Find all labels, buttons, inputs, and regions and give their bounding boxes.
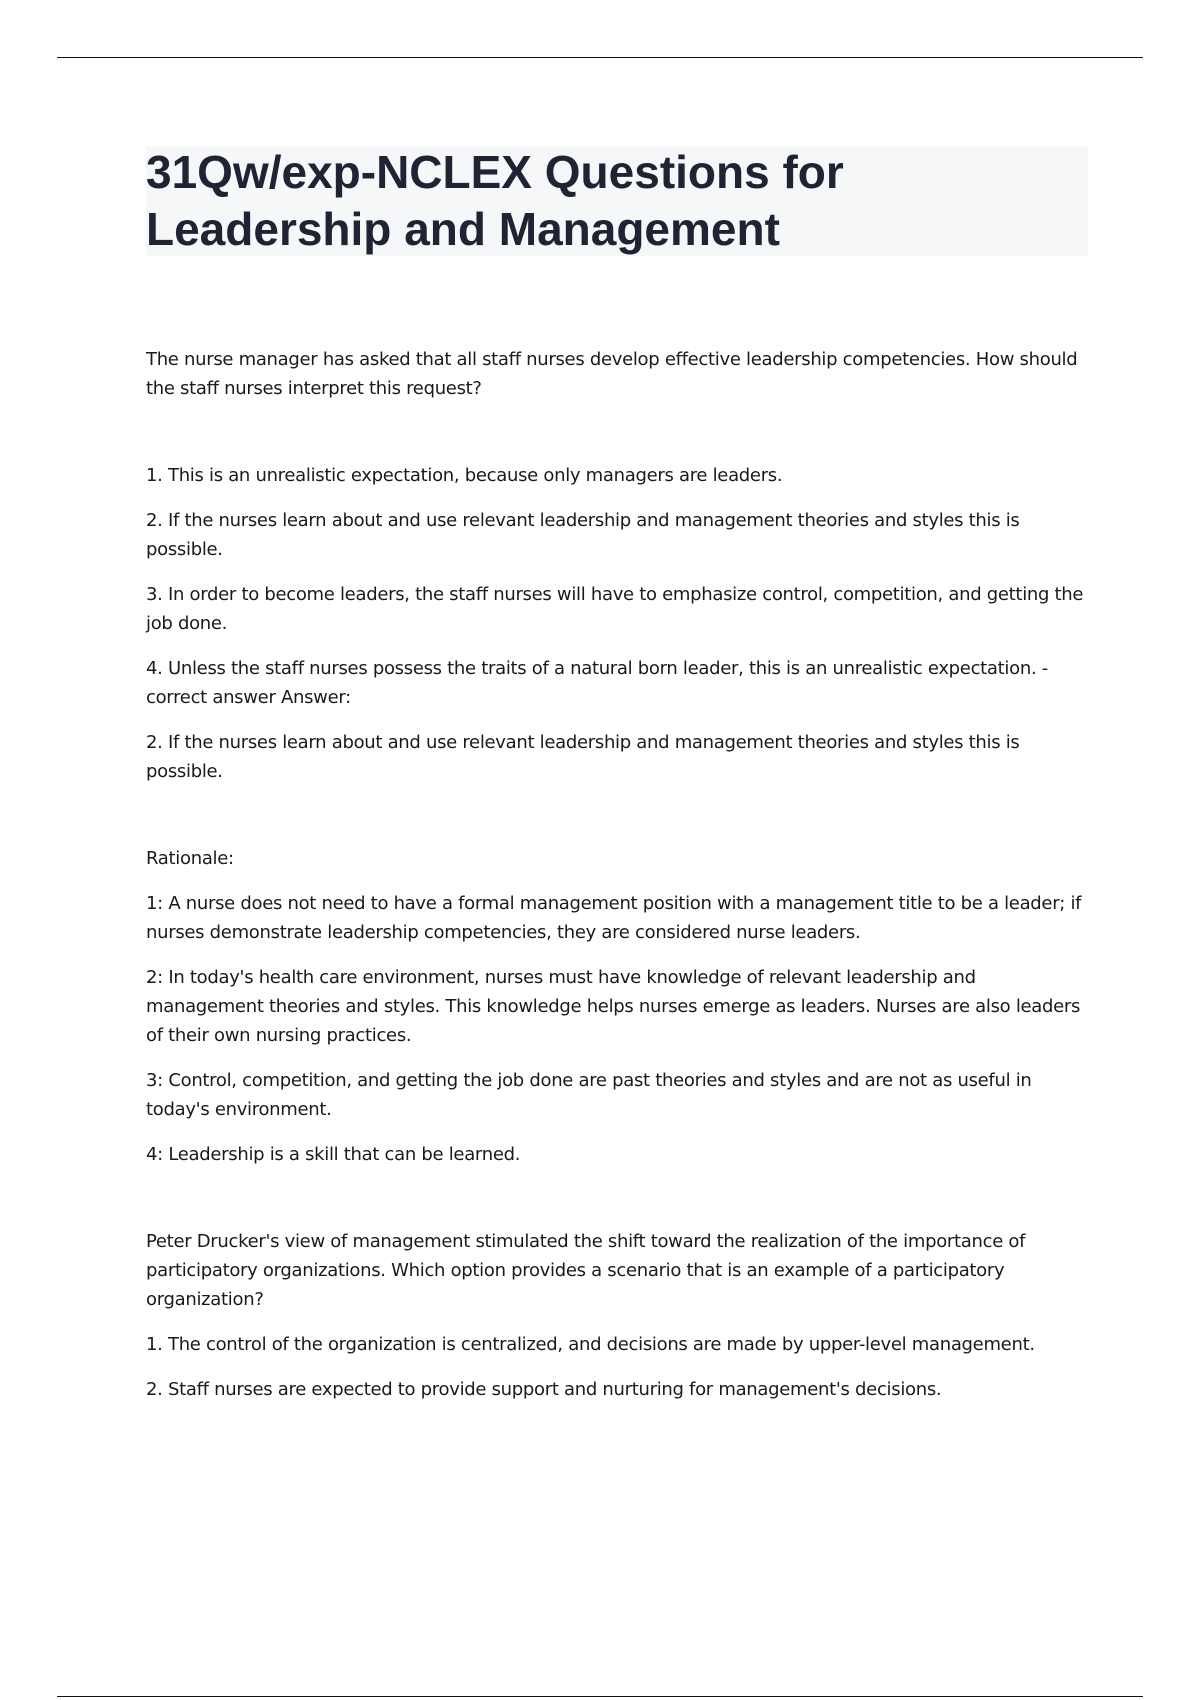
top-divider	[57, 57, 1143, 58]
rationale-item-3: 3: Control, competition, and getting the job done are past theories and styles and are not as useful in today's environment.	[146, 1070, 1032, 1120]
question-2-stem: Peter Drucker's view of management stimulated the shift toward the realization of the importance of participatory organizations. Which option provides a scenario that is an example of a participatory organization?	[146, 1231, 1026, 1310]
question-1-option-4: 4. Unless the staff nurses possess the traits of a natural born leader, this is an unrealistic expectation. - correct answer Answer:	[146, 658, 1048, 708]
question-2-option-2: 2. Staff nurses are expected to provide support and nurturing for management's decisions.	[146, 1379, 942, 1400]
rationale-item-2: 2: In today's health care environment, nurses must have knowledge of relevant leadership and management theories and styles. This knowledge helps nurses emerge as leaders. Nurses are also leaders of their own nursing practices.	[146, 967, 1081, 1046]
rationale-item-1: 1: A nurse does not need to have a formal management position with a management title to be a leader; if nurses demonstrate leadership competencies, they are considered nurse leaders.	[146, 893, 1082, 943]
question-1-option-2: 2. If the nurses learn about and use relevant leadership and management theories and styles this is possible.	[146, 510, 1020, 560]
question-1-option-3: 3. In order to become leaders, the staff nurses will have to emphasize control, competition, and getting the job done.	[146, 584, 1084, 634]
question-1-option-1: 1. This is an unrealistic expectation, because only managers are leaders.	[146, 465, 783, 486]
document-body	[146, 345, 1096, 1420]
document-title: 31Qw/exp-NCLEX Questions for Leadership and Management	[146, 146, 844, 255]
bottom-divider	[57, 1696, 1143, 1697]
rationale-item-4: 4: Leadership is a skill that can be learned.	[146, 1144, 521, 1165]
question-1-stem: The nurse manager has asked that all staff nurses develop effective leadership competencies. How should the staff nurses interpret this request?	[146, 349, 1078, 399]
rationale-label: Rationale:	[146, 848, 234, 869]
question-1-answer: 2. If the nurses learn about and use relevant leadership and management theories and styles this is possible.	[146, 732, 1020, 782]
question-2-option-1: 1. The control of the organization is centralized, and decisions are made by upper-level management.	[146, 1334, 1035, 1355]
